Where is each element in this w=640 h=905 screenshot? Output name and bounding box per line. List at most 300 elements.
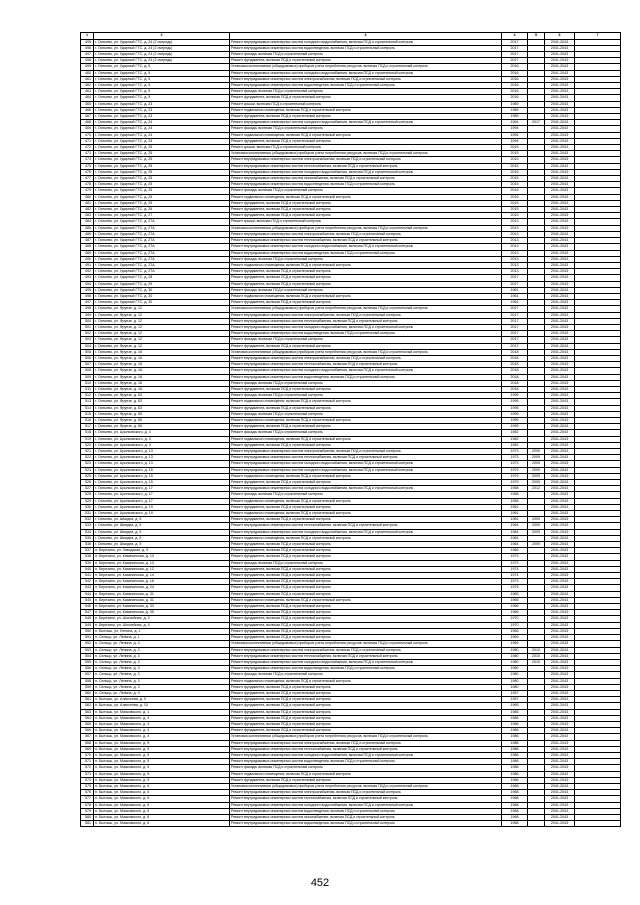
cell-last-repair-year: 2009 bbox=[528, 523, 545, 529]
cell-planned-period: 2041-2043 bbox=[545, 486, 575, 492]
cell-row-number: 511 bbox=[81, 386, 94, 392]
cell-row-number: 493 bbox=[81, 275, 94, 281]
cell-planned-period: 2041-2043 bbox=[545, 467, 575, 473]
cell-row-number: 575 bbox=[81, 783, 94, 789]
cell-address: г. Оятьево, ул. Ударный ГТС, д. 5 bbox=[94, 89, 230, 95]
cell-work-type: Ремонт внутридомовых инженерных систем водоотведения, включая ПСД и строительный контроль bbox=[230, 808, 502, 814]
cell-planned-period: 2041-2043 bbox=[545, 740, 575, 746]
cell-row-number: 464 bbox=[81, 95, 94, 101]
cell-planned-period: 2041-2043 bbox=[545, 604, 575, 610]
cell-row-number: 576 bbox=[81, 790, 94, 796]
cell-build-year: 1969 bbox=[502, 641, 528, 647]
cell-address: г. Оятьево, ул. Циолковского, д. 19 bbox=[94, 511, 230, 517]
cell-build-year: 1994 bbox=[502, 132, 528, 138]
cell-planned-period: 2041-2043 bbox=[545, 393, 575, 399]
cell-row-number: 572 bbox=[81, 765, 94, 771]
cell-work-type: Ремонт подвального помещения, включая ПСД и строительный контроль bbox=[230, 771, 502, 777]
cell-build-year: 1973 bbox=[502, 554, 528, 560]
cell-build-year: 2013 bbox=[502, 238, 528, 244]
cell-planned-period: 2041-2043 bbox=[545, 101, 575, 107]
cell-build-year: 2018 bbox=[502, 368, 528, 374]
cell-work-type: Ремонт фундамента, включая ПСД и строительный контроль bbox=[230, 269, 502, 275]
cell-planned-period: 2041-2043 bbox=[545, 511, 575, 517]
cell-address: г. Оятьево, ул. Ударный ГТС, д. 25 bbox=[94, 145, 230, 151]
cell-work-type: Ремонт внутридомовых инженерных систем теплоснабжения, включая ПСД и строительный контроль bbox=[230, 318, 502, 324]
cell-address: п. Сельцо, ул. Ленина, д. 3 bbox=[94, 641, 230, 647]
cell-planned-period: 2041-2043 bbox=[545, 182, 575, 188]
cell-work-type: Ремонт фундамента, включая ПСД и строительный контроль bbox=[230, 548, 502, 554]
cell-work-type: Ремонт внутридомовых инженерных систем теплоснабжения, включая ПСД и строительный контроль bbox=[230, 523, 502, 529]
cell-work-type: Ремонт подвального помещения, включая ПСД и строительный контроль bbox=[230, 194, 502, 200]
cell-build-year: 1957 bbox=[502, 697, 528, 703]
cell-build-year: 1979 bbox=[502, 473, 528, 479]
cell-planned-period: 2041-2043 bbox=[545, 697, 575, 703]
cell-work-type: Ремонт фундамента, включая ПСД и строительный контроль bbox=[230, 715, 502, 721]
cell-work-type: Ремонт фундамента, включая ПСД и строительный контроль bbox=[230, 200, 502, 206]
cell-address: п. Березино, ул. Шоссейная, д. 2 bbox=[94, 616, 230, 622]
cell-build-year: 1957 bbox=[502, 690, 528, 696]
cell-address: г. Оятьево, ул. Ударный ГТС, д. 24 (2 очередь) bbox=[94, 45, 230, 51]
cell-build-year: 1964 bbox=[502, 535, 528, 541]
cell-address: г. Оятьево, ул. Фрунзе, д. 12 bbox=[94, 324, 230, 330]
cell-address: п. Бытошь, ул. Маяковского, д. 6 bbox=[94, 802, 230, 808]
cell-work-type: Ремонт внутридомовых инженерных систем водоотведения, включая ПСД и строительный контроль bbox=[230, 821, 502, 827]
cell-work-type: Ремонт фундамента, включая ПСД и строительный контроль bbox=[230, 138, 502, 144]
cell-address: г. Оятьево, ул. Шмидта, д. 5 bbox=[94, 535, 230, 541]
cell-work-type: Ремонт внутридомовых инженерных систем электроснабжения, включая ПСД и строительный контроль bbox=[230, 231, 502, 237]
cell-address: п. Сельцо, ул. Ленина, д. 3 bbox=[94, 659, 230, 665]
cell-row-number: 467 bbox=[81, 114, 94, 120]
cell-planned-period: 2041-2043 bbox=[545, 759, 575, 765]
cell-build-year: 2017 bbox=[502, 331, 528, 337]
cell-build-year: 1961 bbox=[502, 293, 528, 299]
cell-planned-period: 2041-2043 bbox=[545, 821, 575, 827]
cell-planned-period: 2041-2043 bbox=[545, 480, 575, 486]
cell-planned-period: 2041-2043 bbox=[545, 728, 575, 734]
cell-build-year: 2017 bbox=[502, 318, 528, 324]
cell-build-year: 1985 bbox=[502, 715, 528, 721]
cell-build-year: 2013 bbox=[502, 250, 528, 256]
cell-planned-period: 2041-2043 bbox=[545, 542, 575, 548]
cell-address: п. Бытошь, ул. Маяковского, д. 5 bbox=[94, 746, 230, 752]
cell-last-repair-year: 2017 bbox=[528, 120, 545, 126]
cell-row-number: 520 bbox=[81, 442, 94, 448]
cell-build-year: 1989 bbox=[502, 114, 528, 120]
cell-address: п. Бытошь, ул. Маяковского, д. 1 bbox=[94, 709, 230, 715]
cell-address: п. Бытошь, ул. Маяковского, д. 6 bbox=[94, 814, 230, 820]
cell-row-number: 478 bbox=[81, 182, 94, 188]
cell-planned-period: 2041-2043 bbox=[545, 200, 575, 206]
cell-address: п. Березино, ул. Казанинская, д. 12 bbox=[94, 566, 230, 572]
cell-planned-period: 2041-2043 bbox=[545, 312, 575, 318]
cell-row-number: 534 bbox=[81, 529, 94, 535]
cell-row-number: 477 bbox=[81, 176, 94, 182]
cell-work-type: Ремонт внутридомовых инженерных систем холодного водоснабжения, включая ПСД и строительный контроль bbox=[230, 368, 502, 374]
cell-row-number: 538 bbox=[81, 554, 94, 560]
cell-address: г. Оятьево, ул. Ударный ГТС, д. 24 bbox=[94, 138, 230, 144]
cell-work-type: Ремонт внутридомовых инженерных систем газоснабжения, включая ПСД и строительный контроль bbox=[230, 814, 502, 820]
cell-planned-period: 2041-2043 bbox=[545, 659, 575, 665]
cell-work-type: Ремонт внутридомовых инженерных систем водоотведения, включая ПСД и строительный контроль bbox=[230, 182, 502, 188]
cell-row-number: 492 bbox=[81, 269, 94, 275]
cell-build-year: 1995 bbox=[502, 405, 528, 411]
cell-row-number: 505 bbox=[81, 349, 94, 355]
cell-address: г. Оятьево, ул. Ударный ГТС, д. 27 bbox=[94, 213, 230, 219]
cell-build-year: 2017 bbox=[502, 39, 528, 45]
cell-build-year: 2015 bbox=[502, 194, 528, 200]
cell-build-year: 1995 bbox=[502, 399, 528, 405]
cell-last-repair-year bbox=[528, 821, 545, 827]
cell-build-year: 2017 bbox=[502, 337, 528, 343]
cell-row-number: 530 bbox=[81, 504, 94, 510]
cell-row-number: 494 bbox=[81, 281, 94, 287]
cell-work-type: Ремонт внутридомовых инженерных систем водоотведения, включая ПСД и строительный контроль bbox=[230, 250, 502, 256]
cell-build-year: 2018 bbox=[502, 380, 528, 386]
cell-row-number: 510 bbox=[81, 380, 94, 386]
cell-work-type: Ремонт внутридомовых инженерных систем холодного водоснабжения, включая ПСД и строительный контроль bbox=[230, 486, 502, 492]
cell-address: п. Березино, ул. Казанинская, д. 14 bbox=[94, 573, 230, 579]
cell-row-number: 546 bbox=[81, 604, 94, 610]
cell-planned-period: 2041-2043 bbox=[545, 269, 575, 275]
cell-work-type: Ремонт внутридомовых инженерных систем водоотведения, включая ПСД и строительный контроль bbox=[230, 83, 502, 89]
cell-row-number: 527 bbox=[81, 486, 94, 492]
cell-work-type: Ремонт фундамента, включая ПСД и строительный контроль bbox=[230, 728, 502, 734]
cell-address: г. Оятьево, ул. Фрунзе, д. 63 bbox=[94, 405, 230, 411]
cell-build-year: 1961 bbox=[502, 511, 528, 517]
cell-address: п. Березино, ул. Казанинская, д. 16 bbox=[94, 579, 230, 585]
cell-build-year: 2013 bbox=[502, 256, 528, 262]
cell-build-year: 1986 bbox=[502, 771, 528, 777]
cell-work-type: Ремонт внутридомовых инженерных систем водоотведения, включая ПСД и строительный контроль bbox=[230, 374, 502, 380]
cell-planned-period: 2041-2043 bbox=[545, 666, 575, 672]
cell-address: г. Оятьево, ул. Ударный ГТС, д. 27А bbox=[94, 262, 230, 268]
cell-planned-period: 2041-2043 bbox=[545, 808, 575, 814]
cell-address: г. Оятьево, ул. Ударный ГТС, д. 29 bbox=[94, 281, 230, 287]
cell-address: п. Березино, ул. Казанинская, д. 31 bbox=[94, 597, 230, 603]
cell-work-type: Ремонт фундамента, включая ПСД и строительный контроль bbox=[230, 517, 502, 523]
cell-row-number: 465 bbox=[81, 101, 94, 107]
cell-planned-period: 2041-2043 bbox=[545, 163, 575, 169]
cell-build-year: 1970 bbox=[502, 622, 528, 628]
cell-address: г. Оятьево, ул. Фрунзе, д. 65 bbox=[94, 424, 230, 430]
cell-build-year: 2015 bbox=[502, 200, 528, 206]
cell-address: п. Бытошь, ул. Маяковского, д. 6 bbox=[94, 783, 230, 789]
cell-row-number: 460 bbox=[81, 70, 94, 76]
cell-planned-period: 2041-2043 bbox=[545, 324, 575, 330]
cell-last-repair-year: 2010 bbox=[528, 653, 545, 659]
cell-work-type: Ремонт фундамента, включая ПСД и строительный контроль bbox=[230, 566, 502, 572]
cell-row-number: 463 bbox=[81, 89, 94, 95]
cell-row-number: 563 bbox=[81, 709, 94, 715]
cell-work-type: Ремонт фасада, включая ПСД и строительный контроль bbox=[230, 411, 502, 417]
cell-planned-period: 2041-2043 bbox=[545, 120, 575, 126]
cell-build-year: 1982 bbox=[502, 430, 528, 436]
cell-work-type: Ремонт фундамента, включая ПСД и строительный контроль bbox=[230, 616, 502, 622]
cell-last-repair-year: 2012 bbox=[528, 486, 545, 492]
cell-work-type: Ремонт фундамента, включая ПСД и строительный контроль bbox=[230, 635, 502, 641]
cell-build-year: 1961 bbox=[502, 517, 528, 523]
cell-work-type: Ремонт внутридомовых инженерных систем теплоснабжения, включая ПСД и строительный контроль bbox=[230, 653, 502, 659]
cell-build-year: 1958 bbox=[502, 498, 528, 504]
cell-planned-period: 2041-2043 bbox=[545, 275, 575, 281]
cell-planned-period: 2041-2043 bbox=[545, 70, 575, 76]
cell-last-repair-year: 2010 bbox=[528, 659, 545, 665]
cell-work-type: Ремонт внутридомовых инженерных систем электроснабжения, включая ПСД и строительный контроль bbox=[230, 790, 502, 796]
cell-address: г. Оятьево, ул. Ударный ГТС, д. 30 bbox=[94, 293, 230, 299]
cell-address: г. Оятьево, ул. Циолковского, д. 15 bbox=[94, 467, 230, 473]
cell-work-type: Ремонт фундамента, включая ПСД и строительный контроль bbox=[230, 207, 502, 213]
cell-build-year: 2013 bbox=[502, 244, 528, 250]
cell-work-type: Ремонт фасада, включая ПСД и строительный контроль bbox=[230, 89, 502, 95]
cell-address: г. Оятьево, ул. Ударный ГТС, д. 24 (2 очередь) bbox=[94, 39, 230, 45]
cell-build-year: 2015 bbox=[502, 207, 528, 213]
cell-row-number: 504 bbox=[81, 343, 94, 349]
cell-row-number: 568 bbox=[81, 740, 94, 746]
cell-work-type: Ремонт фундамента, включая ПСД и строительный контроль bbox=[230, 480, 502, 486]
cell-address: г. Оятьево, ул. Циолковского, д. 13 bbox=[94, 461, 230, 467]
cell-planned-period: 2041-2043 bbox=[545, 219, 575, 225]
cell-build-year: 1966 bbox=[502, 610, 528, 616]
cell-work-type: Ремонт крыши, включая ПСД и строительный контроль bbox=[230, 101, 502, 107]
cell-last-repair-year: 2009 bbox=[528, 480, 545, 486]
cell-work-type: Ремонт фундамента, включая ПСД и строительный контроль bbox=[230, 542, 502, 548]
cell-work-type: Ремонт внутридомовых инженерных систем холодного водоснабжения, включая ПСД и строительный контроль bbox=[230, 120, 502, 126]
cell-planned-period: 2041-2043 bbox=[545, 107, 575, 113]
cell-row-number: 579 bbox=[81, 808, 94, 814]
cell-row-number: 556 bbox=[81, 666, 94, 672]
cell-work-type: Ремонт подвального помещения, включая ПСД и строительный контроль bbox=[230, 417, 502, 423]
cell-row-number: 508 bbox=[81, 368, 94, 374]
cell-address: г. Оятьево, ул. Циолковского, д. 17 bbox=[94, 492, 230, 498]
cell-planned-period: 2041-2043 bbox=[545, 188, 575, 194]
cell-row-number: 513 bbox=[81, 399, 94, 405]
cell-planned-period: 2041-2043 bbox=[545, 535, 575, 541]
cell-address: г. Оятьево, ул. Ударный ГТС, д. 30 bbox=[94, 300, 230, 306]
cell-row-number: 490 bbox=[81, 256, 94, 262]
cell-build-year: 1979 bbox=[502, 480, 528, 486]
cell-work-type: Установка коллективных (общедомовых) приборов учета потребления ресурсов, включая ПСД и строительный контроль bbox=[230, 306, 502, 312]
header-row bbox=[81, 33, 621, 40]
cell-work-type: Ремонт внутридомовых инженерных систем холодного водоснабжения, включая ПСД и строительный контроль bbox=[230, 659, 502, 665]
cell-address: п. Сельцо, ул. Ленина, д. 3 bbox=[94, 684, 230, 690]
cell-row-number: 539 bbox=[81, 560, 94, 566]
cell-work-type: Ремонт фундамента, включая ПСД и строительный контроль bbox=[230, 386, 502, 392]
cell-work-type: Установка коллективных (общедомовых) приборов учета потребления ресурсов, включая ПСД и строительный контроль bbox=[230, 225, 502, 231]
cell-build-year: 1968 bbox=[502, 814, 528, 820]
cell-address: г. Оятьево, ул. Циолковского, д. 15 bbox=[94, 473, 230, 479]
cell-row-number: 472 bbox=[81, 145, 94, 151]
cell-row-number: 483 bbox=[81, 213, 94, 219]
cell-build-year: 1968 bbox=[502, 802, 528, 808]
cell-row-number: 495 bbox=[81, 39, 94, 45]
cell-planned-period: 2041-2043 bbox=[545, 771, 575, 777]
cell-row-number: 497 bbox=[81, 52, 94, 58]
cell-planned-period: 2041-2043 bbox=[545, 734, 575, 740]
cell-address: г. Оятьево, ул. Ударный ГТС, д. 5 bbox=[94, 95, 230, 101]
cell-row-number: 512 bbox=[81, 393, 94, 399]
cell-planned-period: 2041-2043 bbox=[545, 362, 575, 368]
cell-row-number: 474 bbox=[81, 157, 94, 163]
cell-build-year: 2016 bbox=[502, 89, 528, 95]
cell-work-type: Ремонт подвального помещения, включая ПСД и строительный контроль bbox=[230, 436, 502, 442]
cell-work-type: Ремонт фасада, включая ПСД и строительный контроль bbox=[230, 188, 502, 194]
cell-address: г. Оятьево, ул. Фрунзе, д. 16 bbox=[94, 362, 230, 368]
cell-address: г. Оятьево, ул. Фрунзе, д. 65 bbox=[94, 417, 230, 423]
cell-planned-period: 2041-2043 bbox=[545, 790, 575, 796]
cell-row-number: 555 bbox=[81, 659, 94, 665]
cell-address: п. Березино, ул. Шоссейная, д. 4 bbox=[94, 622, 230, 628]
cell-build-year: 2016 bbox=[502, 83, 528, 89]
cell-build-year: 2013 bbox=[502, 219, 528, 225]
cell-address: г. Оятьево, ул. Ударный ГТС, д. 25 bbox=[94, 200, 230, 206]
cell-address: г. Оятьево, ул. Ударный ГТС, д. 27А bbox=[94, 231, 230, 237]
cell-address: г. Оятьево, ул. Ударный ГТС, д. 25 bbox=[94, 188, 230, 194]
cell-last-repair-year: 2009 bbox=[528, 542, 545, 548]
cell-build-year: 1989 bbox=[502, 107, 528, 113]
cell-planned-period: 2041-2043 bbox=[545, 610, 575, 616]
header-cell-2: 2 bbox=[94, 33, 230, 40]
table-body bbox=[81, 39, 621, 827]
cell-work-type: Ремонт фундамента, включая ПСД и строительный контроль bbox=[230, 709, 502, 715]
cell-build-year: 2017 bbox=[502, 45, 528, 51]
cell-address: п. Бытошь, ул. Маяковского, д. 5 bbox=[94, 765, 230, 771]
cell-address: г. Оятьево, ул. Шмидта, д. 5 bbox=[94, 542, 230, 548]
cell-address: г. Оятьево, ул. Ударный ГТС, д. 27А bbox=[94, 269, 230, 275]
cell-build-year: 2016 bbox=[502, 70, 528, 76]
cell-row-number: 480 bbox=[81, 194, 94, 200]
cell-build-year: 1989 bbox=[502, 101, 528, 107]
cell-row-number: 524 bbox=[81, 467, 94, 473]
cell-planned-period: 2041-2043 bbox=[545, 690, 575, 696]
cell-address: п. Бытошь, ул. Маяковского, д. 6 bbox=[94, 808, 230, 814]
cell-row-number: 551 bbox=[81, 635, 94, 641]
cell-planned-period: 2041-2043 bbox=[545, 318, 575, 324]
cell-address: п. Бытошь, ул. Маяковского, д. 6 bbox=[94, 821, 230, 827]
cell-build-year: 1965 bbox=[502, 628, 528, 634]
cell-address: г. Оятьево, ул. Циолковского, д. 3 bbox=[94, 436, 230, 442]
cell-build-year: 1965 bbox=[502, 597, 528, 603]
cell-planned-period: 2041-2043 bbox=[545, 355, 575, 361]
cell-work-type: Ремонт внутридомовых инженерных систем холодного водоснабжения, включая ПСД и строительный контроль bbox=[230, 244, 502, 250]
cell-row-number: 485 bbox=[81, 225, 94, 231]
page-number: 452 bbox=[310, 877, 330, 889]
cell-build-year: 1986 bbox=[502, 752, 528, 758]
cell-build-year: 1965 bbox=[502, 548, 528, 554]
cell-build-year: 2016 bbox=[502, 95, 528, 101]
cell-last-repair-year: 2009 bbox=[528, 461, 545, 467]
cell-address: г. Оятьево, ул. Циолковского, д. 15 bbox=[94, 480, 230, 486]
cell-planned-period: 2041-2043 bbox=[545, 709, 575, 715]
cell-work-type: Ремонт крыши, включая ПСД и строительный контроль bbox=[230, 145, 502, 151]
cell-build-year: 2015 bbox=[502, 169, 528, 175]
cell-build-year: 1975 bbox=[502, 585, 528, 591]
cell-address: п. Березино, ул. Казанинская, д. 13 bbox=[94, 560, 230, 566]
cell-work-type: Ремонт подвального помещения, включая ПСД и строительный контроль bbox=[230, 107, 502, 113]
cell-planned-period: 2041-2043 bbox=[545, 411, 575, 417]
cell-planned-period: 2041-2043 bbox=[545, 579, 575, 585]
cell-row-number: 497 bbox=[81, 300, 94, 306]
cell-address: г. Оятьево, ул. Фрунзе, д. 63 bbox=[94, 393, 230, 399]
cell-row-number: 491 bbox=[81, 262, 94, 268]
cell-address: г. Оятьево, ул. Циолковского, д. 17 bbox=[94, 486, 230, 492]
cell-work-type: Ремонт фундамента, включая ПСД и строительный контроль bbox=[230, 721, 502, 727]
cell-planned-period: 2041-2043 bbox=[545, 641, 575, 647]
cell-row-number: 517 bbox=[81, 424, 94, 430]
cell-row-number: 573 bbox=[81, 771, 94, 777]
cell-work-type: Ремонт фундамента, включая ПСД и строительный контроль bbox=[230, 213, 502, 219]
cell-planned-period: 2041-2043 bbox=[545, 95, 575, 101]
cell-build-year: 1973 bbox=[502, 560, 528, 566]
cell-address: г. Оятьево, ул. Ударный ГТС, д. 27А bbox=[94, 219, 230, 225]
cell-build-year: 1968 bbox=[502, 783, 528, 789]
cell-work-type: Ремонт внутридомовых инженерных систем водоотведения, включая ПСД и строительный контроль bbox=[230, 331, 502, 337]
cell-build-year: 1995 bbox=[502, 393, 528, 399]
cell-build-year: 2017 bbox=[502, 312, 528, 318]
cell-work-type: Ремонт внутридомовых инженерных систем электроснабжения, включая ПСД и строительный контроль bbox=[230, 157, 502, 163]
cell-address: п. Бытошь, ул. Маяковского, д. 3 bbox=[94, 715, 230, 721]
cell-work-type: Ремонт внутридомовых инженерных систем водоотведения, включая ПСД и строительный контроль bbox=[230, 759, 502, 765]
cell-last-repair-year: 2009 bbox=[528, 517, 545, 523]
cell-address: г. Оятьево, ул. Циолковского, д. 19 bbox=[94, 504, 230, 510]
cell-address: г. Оятьево, ул. Шмидта, д. 5 bbox=[94, 517, 230, 523]
cell-planned-period: 2041-2043 bbox=[545, 58, 575, 64]
cell-work-type: Ремонт фасада, включая ПСД и строительный контроль bbox=[230, 393, 502, 399]
cell-address: г. Оятьево, ул. Ударный ГТС, д. 5 bbox=[94, 76, 230, 82]
cell-build-year: 1986 bbox=[502, 759, 528, 765]
cell-planned-period: 2041-2043 bbox=[545, 145, 575, 151]
cell-row-number: 468 bbox=[81, 120, 94, 126]
cell-row-number: 471 bbox=[81, 138, 94, 144]
cell-row-number: 535 bbox=[81, 535, 94, 541]
cell-planned-period: 2041-2043 bbox=[545, 337, 575, 343]
cell-row-number: 488 bbox=[81, 244, 94, 250]
cell-row-number: 570 bbox=[81, 752, 94, 758]
cell-planned-period: 2041-2043 bbox=[545, 455, 575, 461]
cell-row-number: 528 bbox=[81, 492, 94, 498]
cell-planned-period: 2041-2043 bbox=[545, 814, 575, 820]
cell-address: г. Оятьево, ул. Ударный ГТС, д. 24 (2 очередь) bbox=[94, 58, 230, 64]
cell-build-year: 1980 bbox=[502, 672, 528, 678]
cell-row-number: 516 bbox=[81, 417, 94, 423]
cell-work-type: Ремонт фундамента, включая ПСД и строительный контроль bbox=[230, 591, 502, 597]
cell-planned-period: 2041-2043 bbox=[545, 213, 575, 219]
cell-address: г. Оятьево, ул. Ударный ГТС, д. 27А bbox=[94, 244, 230, 250]
cell-work-type: Ремонт фасада, включая ПСД и строительный контроль bbox=[230, 287, 502, 293]
cell-planned-period: 2041-2043 bbox=[545, 647, 575, 653]
cell-address: г. Оятьево, ул. Ударный ГТС, д. 25 bbox=[94, 163, 230, 169]
cell-work-type: Ремонт внутридомовых инженерных систем электроснабжения, включая ПСД и строительный контроль bbox=[230, 76, 502, 82]
cell-row-number: 499 bbox=[81, 64, 94, 70]
cell-address: п. Бытошь, ул. Маяковского, д. 4 bbox=[94, 734, 230, 740]
cell-planned-period: 2041-2043 bbox=[545, 653, 575, 659]
cell-planned-period: 2041-2043 bbox=[545, 194, 575, 200]
cell-row-number: 542 bbox=[81, 579, 94, 585]
cell-address: г. Оятьево, ул. Фрунзе, д. 12 bbox=[94, 306, 230, 312]
cell-build-year: 1964 bbox=[502, 542, 528, 548]
program-table bbox=[80, 32, 621, 827]
cell-build-year: 1958 bbox=[502, 492, 528, 498]
cell-planned-period: 2041-2043 bbox=[545, 306, 575, 312]
cell-work-type: Ремонт внутридомовых инженерных систем теплоснабжения, включая ПСД и строительный контроль bbox=[230, 455, 502, 461]
cell-work-type: Ремонт фундамента, включая ПСД и строительный контроль bbox=[230, 579, 502, 585]
cell-build-year: 1986 bbox=[502, 777, 528, 783]
cell-build-year: 1973 bbox=[502, 461, 528, 467]
cell-build-year: 1994 bbox=[502, 120, 528, 126]
cell-planned-period: 2041-2043 bbox=[545, 529, 575, 535]
cell-planned-period: 2041-2043 bbox=[545, 573, 575, 579]
cell-build-year: 1970 bbox=[502, 616, 528, 622]
cell-address: г. Оятьево, ул. Ударный ГТС, д. 25 bbox=[94, 182, 230, 188]
